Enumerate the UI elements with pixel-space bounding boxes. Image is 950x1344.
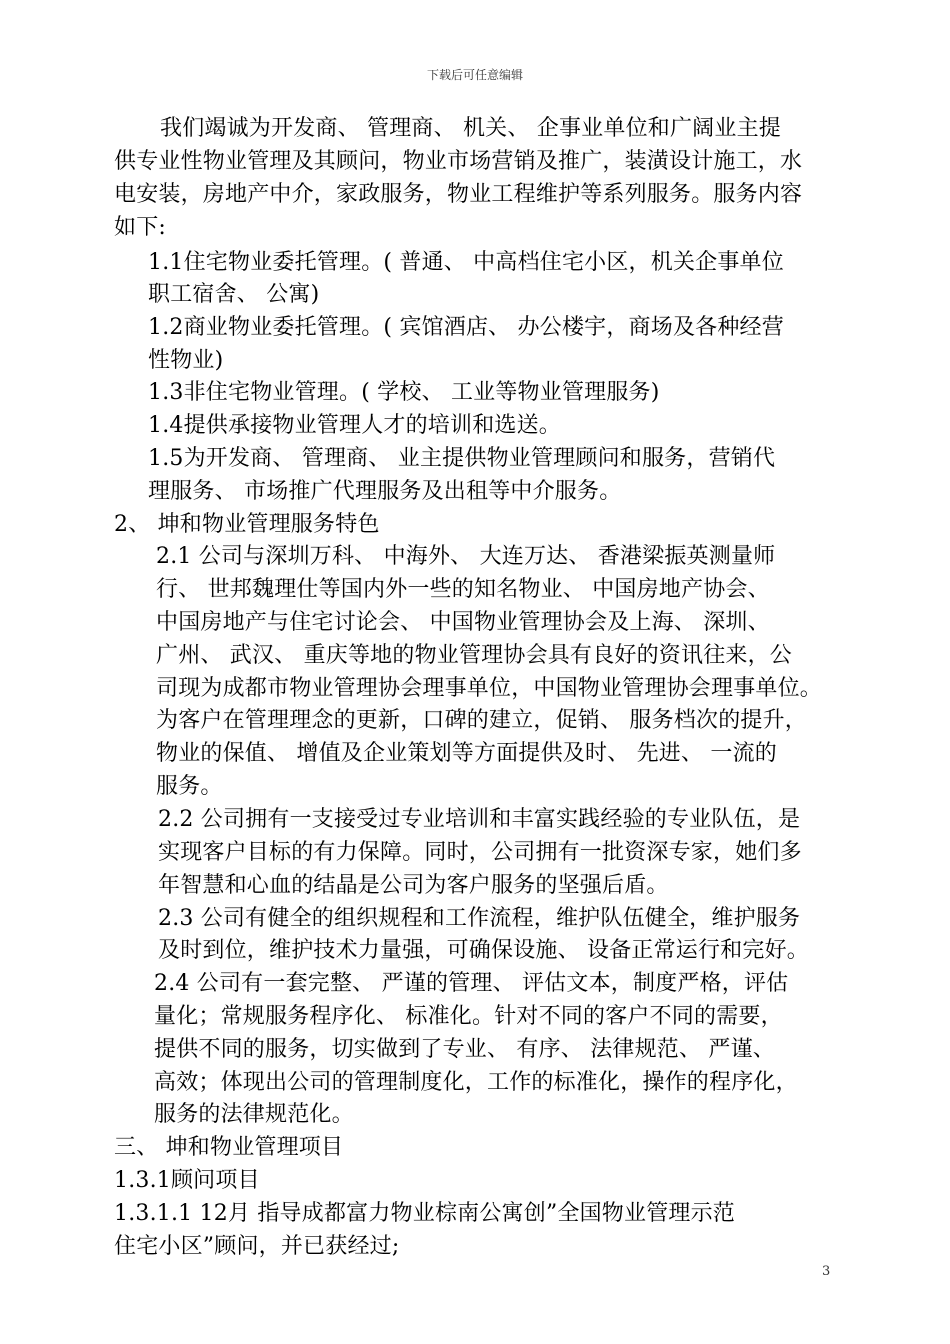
list-item: 司现为成都市物业管理协会理事单位，中国物业管理协会理事单位。 [156,676,823,701]
list-item: 1.5为开发商、 管理商、 业主提供物业管理顾问和服务，营销代 [148,446,776,471]
list-item: 性物业) [148,348,224,373]
list-item: 理服务、 市场推广代理服务及出租等中介服务。 [148,479,622,504]
body-line: 住宅小区”顾问，并已获经过; [114,1234,400,1259]
list-item: 服务。 [156,774,223,799]
body-line: 我们竭诚为开发商、 管理商、 机关、 企事业单位和广阔业主提 [160,116,781,141]
subsection-heading: 1.3.1顾问项目 [114,1168,260,1193]
list-item: 1.3非住宅物业管理。( 学校、 工业等物业管理服务) [148,380,660,405]
list-item: 2.4 公司有一套完整、 严谨的管理、 评估文本，制度严格，评估 [154,971,789,996]
list-item: 量化；常规服务程序化、 标准化。针对不同的客户不同的需要， [154,1004,783,1029]
list-item: 及时到位，维护技术力量强，可确保设施、 设备正常运行和完好。 [158,938,809,963]
list-item: 1.4提供承接物业管理人才的培训和选送。 [148,413,561,438]
page-header: 下载后可任意编辑 [426,68,523,82]
list-item: 职工宿舍、 公寓) [148,282,320,307]
section-heading: 三、 坤和物业管理项目 [114,1135,344,1160]
list-item: 高效；体现出公司的管理制度化，工作的标准化，操作的程序化， [154,1070,798,1095]
list-item: 2.1 公司与深圳万科、 中海外、 大连万达、 香港梁振英测量师 [156,544,776,569]
list-item: 中国房地产与住宅讨论会、 中国物业管理协会及上海、 深圳、 [156,610,770,635]
list-item: 2.2 公司拥有一支接受过专业培训和丰富实践经验的专业队伍，是 [158,807,801,832]
list-item: 1.1住宅物业委托管理。( 普通、 中高档住宅小区，机关企事单位 [148,250,784,275]
body-line: 供专业性物业管理及其顾问，物业市场营销及推广，装潢设计施工，水 [114,149,803,174]
list-item: 提供不同的服务，切实做到了专业、 有序、 法律规范、 严谨、 [154,1037,775,1062]
list-item: 广州、 武汉、 重庆等地的物业管理协会具有良好的资讯往来，公 [156,643,792,668]
list-item: 实现客户目标的有力保障。同时，公司拥有一批资深专家，她们多 [158,840,802,865]
section-heading: 2、 坤和物业管理服务特色 [114,512,380,537]
list-item: 1.2商业物业委托管理。( 宾馆酒店、 办公楼宇，商场及各种经营 [148,315,784,340]
list-item: 行、 世邦魏理仕等国内外一些的知名物业、 中国房地产协会、 [156,577,770,602]
body-line: 电安装，房地产中介，家政服务，物业工程维护等系列服务。服务内容 [114,182,803,207]
list-item: 物业的保值、 增值及企业策划等方面提供及时、 先进、 一流的 [156,741,777,766]
list-item: 为客户在管理理念的更新，口碑的建立，促销、 服务档次的提升， [156,708,807,733]
list-item: 服务的法律规范化。 [154,1102,354,1127]
list-item: 年智慧和心血的结晶是公司为客户服务的坚强后盾。 [158,873,669,898]
body-line: 如下: [114,215,167,240]
body-line: 1.3.1.1 12月 指导成都富力物业棕南公寓创”全国物业管理示范 [114,1201,735,1226]
list-item: 2.3 公司有健全的组织规程和工作流程，维护队伍健全，维护服务 [158,906,801,931]
page-number: 3 [822,1264,831,1279]
